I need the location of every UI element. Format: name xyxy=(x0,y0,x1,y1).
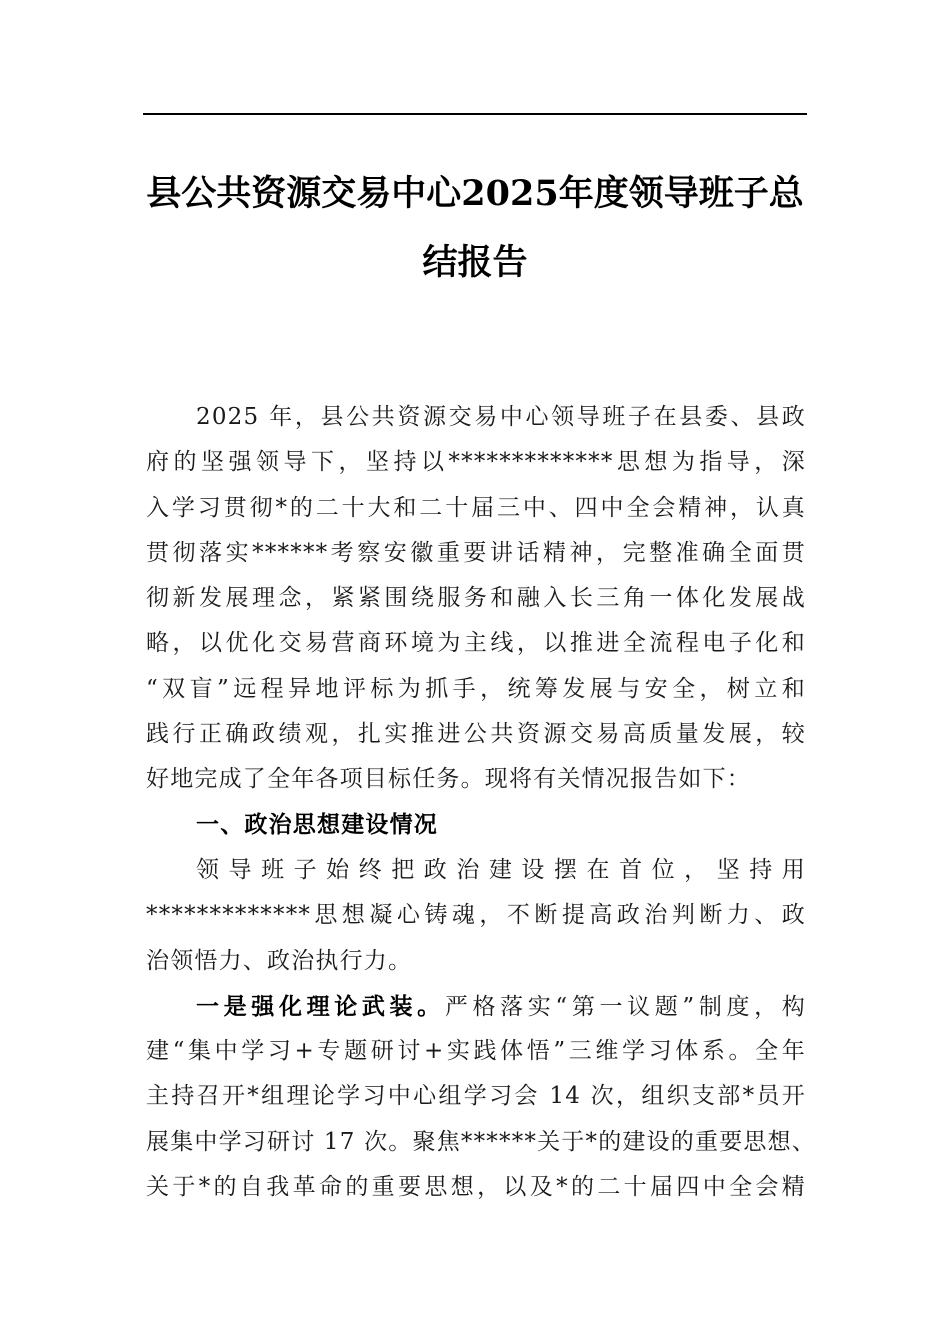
paragraph-3-first-rest: 严格落实“第一议题”制度，构 xyxy=(444,993,806,1020)
paragraph-2-line: *************思想凝心铸魂，不断提高政治判断力、政 xyxy=(146,902,806,929)
paragraph-3-line: 展集中学习研讨 17 次。聚焦******关于*的建设的重要思想、 xyxy=(146,1128,816,1155)
paragraph-1-line: 好地完成了全年各项目标任务。现将有关情况报告如下： xyxy=(146,766,751,793)
paragraph-1-line: 彻新发展理念，紧紧围绕服务和融入长三角一体化发展战 xyxy=(146,585,806,612)
paragraph-3-line: 主持召开*组理论学习中心组学习会 14 次，组织支部*员开 xyxy=(146,1083,806,1110)
paragraph-1-line: 2025 年，县公共资源交易中心领导班子在县委、县政 xyxy=(196,404,806,430)
paragraph-3-line: 关于*的自我革命的重要思想，以及*的二十届四中全会精 xyxy=(146,1174,806,1201)
section-heading: 一、政治思想建设情况 xyxy=(196,811,438,838)
paragraph-3-bold-lead: 一是强化理论武装。 xyxy=(196,992,445,1020)
document-title xyxy=(143,166,807,290)
header-rule xyxy=(143,113,807,115)
paragraph-2-line: 领导班子始终把政治建设摆在首位，坚持用 xyxy=(196,856,806,883)
document-body xyxy=(146,395,816,1210)
paragraph-1-line: 入学习贯彻*的二十大和二十届三中、四中全会精神，认真 xyxy=(146,494,806,521)
paragraph-1-line: “双盲”远程异地评标为抓手，统筹发展与安全，树立和 xyxy=(146,675,806,702)
paragraph-3-line xyxy=(146,984,806,1029)
paragraph-2-line: 治领悟力、政治执行力。 xyxy=(146,947,413,974)
title-line-1: 县公共资源交易中心2025年度领导班子总 xyxy=(146,173,804,214)
paragraph-1-line: 府的坚强领导下，坚持以*************思想为指导，深 xyxy=(146,449,806,476)
paragraph-3-line: 建“集中学习+专题研讨+实践体悟”三维学习体系。全年 xyxy=(146,1038,806,1065)
paragraph-1-line: 略，以优化交易营商环境为主线，以推进全流程电子化和 xyxy=(146,630,806,657)
paragraph-1-line: 践行正确政绩观，扎实推进公共资源交易高质量发展，较 xyxy=(146,721,806,748)
paragraph-1-line: 贯彻落实******考察安徽重要讲话精神，完整准确全面贯 xyxy=(146,539,806,566)
title-line-2: 结报告 xyxy=(422,242,528,283)
